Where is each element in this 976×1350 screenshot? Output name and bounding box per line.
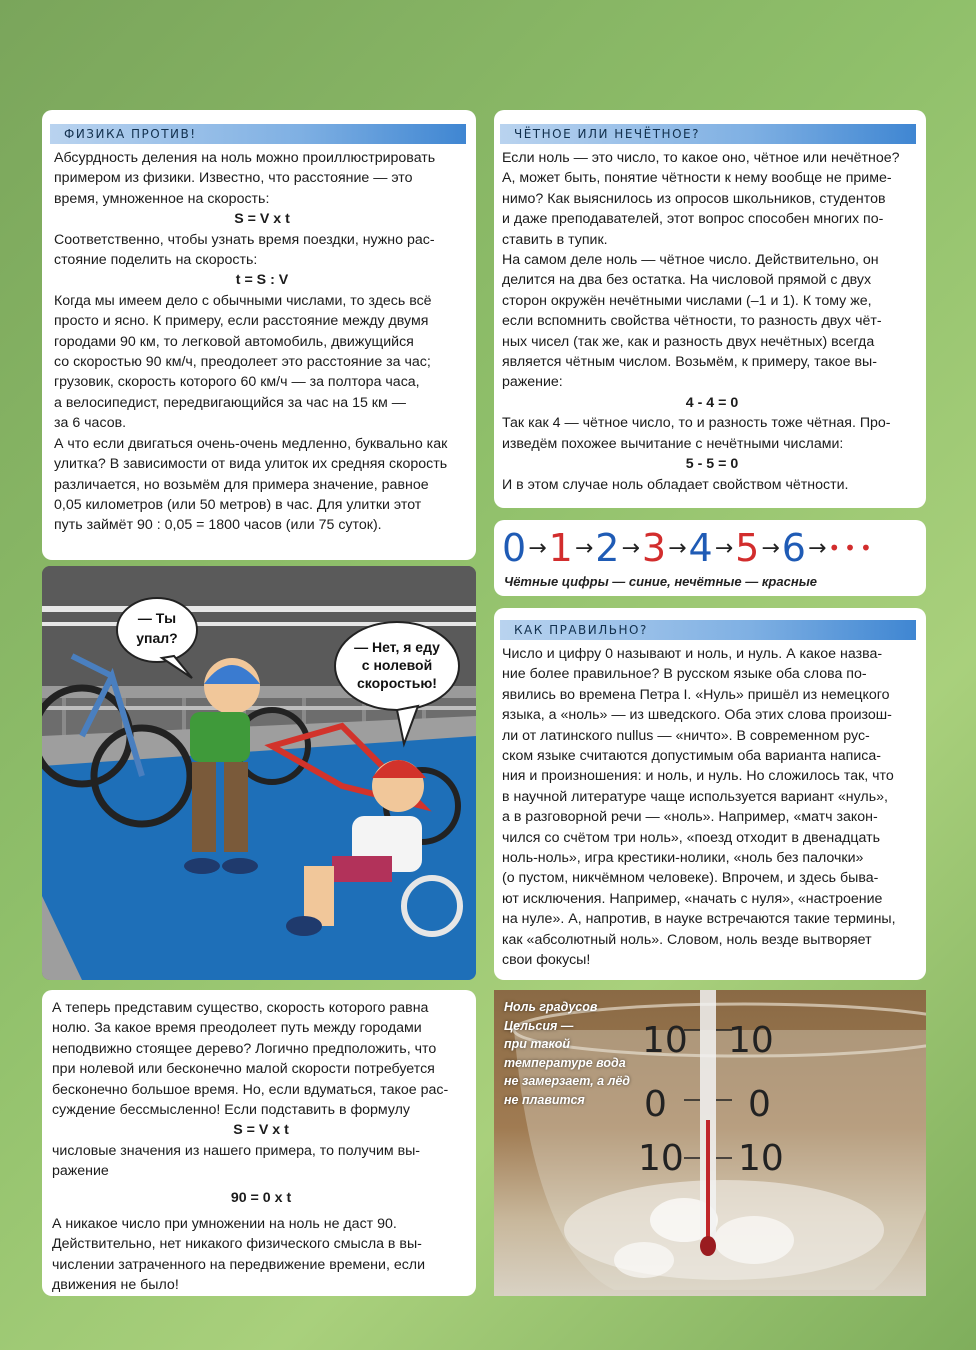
text-line: улитка? В зависимости от вида улиток их средняя скорость bbox=[54, 456, 448, 473]
bubble2-line: — Нет, я еду bbox=[354, 639, 440, 655]
text-line: если вспомнить свойства чётности, то разность двух чёт- bbox=[502, 313, 882, 330]
text-line: А что если двигаться очень-очень медленно, буквально как bbox=[54, 435, 448, 452]
text-line: ния и произношения: и ноль, и нуль. Но сложилось так, что bbox=[502, 768, 894, 785]
number-line-card bbox=[494, 520, 926, 596]
text-line: грузовик, скорость которого 60 км/ч — за полтора часа, bbox=[54, 374, 420, 391]
text-line: за 6 часов. bbox=[54, 415, 127, 432]
formula-distance: S = V x t bbox=[234, 211, 290, 228]
caption-line: не плавится bbox=[504, 1092, 585, 1107]
ellipsis-dots: ••• bbox=[828, 536, 876, 560]
text-line: свои фокусы! bbox=[502, 952, 591, 969]
even-odd-section-title: ЧЁТНОЕ ИЛИ НЕЧЁТНОЕ? bbox=[500, 124, 916, 144]
text-line: как «абсолютный ноль». Словом, ноль везде вытворяет bbox=[502, 931, 872, 948]
text-line: 0,05 километров (или 50 метров) в час. Для улитки этот bbox=[54, 496, 422, 513]
digit-1: 1 bbox=[548, 526, 573, 570]
text-line: в научной литературе чаще используется вариант «нуль», bbox=[502, 788, 888, 805]
digit-0: 0 bbox=[502, 526, 527, 570]
text-line: Число и цифру 0 называют и ноль, и нуль. А какое назва- bbox=[502, 646, 883, 662]
text-line: А, может быть, понятие чётности к нему вообще не приме- bbox=[502, 170, 892, 187]
text-line: при нолевой или бесконечно малой скорости потребуется bbox=[52, 1061, 435, 1078]
text-line: и даже преподавателей, этот вопрос способен многих по- bbox=[502, 211, 884, 228]
text-line: (о пустом, никчёмном человеке). Впрочем, и здесь быва- bbox=[502, 870, 879, 887]
text-line: Когда мы имеем дело с обычными числами, то здесь всё bbox=[54, 292, 432, 309]
even-odd-text bbox=[502, 148, 922, 495]
text-line: Так как 4 — чётное число, то и разность тоже чётная. Про- bbox=[502, 415, 891, 432]
digit-6: 6 bbox=[781, 526, 806, 570]
comic-scene bbox=[42, 566, 476, 980]
text-line: ставить в тупик. bbox=[502, 231, 608, 248]
text-line: суждение бессмысленно! Если подставить в формулу bbox=[52, 1102, 410, 1119]
digit-3: 3 bbox=[641, 526, 667, 570]
text-line: Действительно, нет никакого физического смысла в вы- bbox=[52, 1236, 422, 1253]
naming-card bbox=[494, 608, 926, 980]
formula-even: 4 - 4 = 0 bbox=[685, 394, 739, 411]
text-line: языка, а «ноль» — из шведского. Оба этих слова произош- bbox=[502, 707, 892, 724]
text-line: изведём похожее вычитание с нечётными числами: bbox=[502, 435, 844, 452]
scale-label-bottom-right: 10 bbox=[738, 1138, 784, 1179]
text-line: на нуле». А, напротив, в науке встречаются такие термины, bbox=[502, 911, 896, 928]
arrow-icon: → bbox=[714, 535, 734, 561]
text-line: нолю. За какое время преодолеет путь между городами bbox=[52, 1020, 422, 1037]
formula-odd: 5 - 5 = 0 bbox=[685, 456, 739, 473]
text-line: ноль-ноль», игра крестики-нолики, «ноль без палочки» bbox=[502, 850, 864, 867]
text-line: Абсурдность деления на ноль можно проиллюстрировать bbox=[54, 150, 436, 166]
text-line: А никакое число при умножении на ноль не даст 90. bbox=[52, 1216, 397, 1233]
text-line: движения не было! bbox=[52, 1277, 179, 1294]
scale-label-top-left: 10 bbox=[642, 1020, 688, 1061]
text-line: городами 90 км, то легковой автомобиль, движущийся bbox=[54, 333, 414, 350]
physics-card bbox=[42, 110, 476, 560]
digit-2: 2 bbox=[595, 526, 620, 570]
text-line: время, умноженное на скорость: bbox=[54, 190, 270, 207]
arrow-icon: → bbox=[668, 535, 687, 561]
scale-label-bottom-left: 10 bbox=[638, 1138, 684, 1179]
text-line: ние более правильное? В русском языке оба слова по- bbox=[502, 666, 867, 683]
text-line: А теперь представим существо, скорость которого равна bbox=[52, 1000, 429, 1016]
text-line: со скоростью 90 км/ч, преодолеет это расстояние за час; bbox=[54, 354, 431, 371]
text-line: ражение bbox=[52, 1163, 109, 1180]
text-line: ных чисел (так же, как и разность двух нечётных) всегда bbox=[502, 333, 875, 350]
scale-label-zero-right: 0 bbox=[748, 1084, 771, 1125]
number-line bbox=[502, 528, 876, 568]
caption-line: не замерзает, а лёд bbox=[504, 1074, 631, 1088]
physics-section-title: ФИЗИКА ПРОТИВ! bbox=[50, 124, 466, 144]
text-line: На самом деле ноль — чётное число. Действительно, он bbox=[502, 252, 879, 269]
arrow-icon: → bbox=[574, 535, 594, 561]
arrow-icon: → bbox=[761, 535, 780, 561]
zero-speed-text bbox=[52, 998, 470, 1296]
naming-text bbox=[502, 644, 922, 971]
text-line: примером из физики. Известно, что расстояние — это bbox=[54, 170, 413, 187]
text-line: ском языке считаются допустимым оба варианта написа- bbox=[502, 748, 881, 765]
naming-section-title: КАК ПРАВИЛЬНО? bbox=[500, 620, 916, 640]
arrow-icon: → bbox=[621, 535, 640, 561]
arrow-icon: → bbox=[807, 535, 827, 561]
text-line: просто и ясно. К примеру, если расстояние между двумя bbox=[54, 313, 429, 330]
caption-line: при такой bbox=[504, 1037, 571, 1051]
text-line: ражение: bbox=[502, 374, 563, 391]
text-line: а в разговорной речи — «ноль». Например, «матч закон- bbox=[502, 809, 878, 826]
bubble2-line: с нолевой bbox=[361, 657, 433, 673]
digit-5: 5 bbox=[735, 526, 760, 570]
text-line: И в этом случае ноль обладает свойством чётности. bbox=[502, 476, 849, 493]
text-line: является чётным числом. Возьмём, к примеру, такое вы- bbox=[502, 354, 877, 371]
text-line: делится на два без остатка. На числовой прямой с двух bbox=[502, 272, 872, 289]
text-line: числении затраченного на передвижение времени, если bbox=[52, 1256, 426, 1273]
photo-caption bbox=[504, 998, 630, 1109]
even-odd-card bbox=[494, 110, 926, 508]
physics-text bbox=[54, 148, 470, 536]
text-line: различается, но возьмём для примера значение, равное bbox=[54, 476, 429, 493]
formula-time: t = S : V bbox=[235, 272, 289, 289]
formula-zero: 90 = 0 x t bbox=[230, 1189, 292, 1206]
text-line: нимо? Как выяснилось из опросов школьников, студентов bbox=[502, 190, 886, 207]
text-line: Соответственно, чтобы узнать время поездки, нужно рас- bbox=[54, 231, 435, 248]
scale-label-zero-left: 0 bbox=[644, 1084, 667, 1125]
thermometer-photo bbox=[494, 990, 926, 1296]
text-line: ли от латинского nullus — «ничто». В современном рус- bbox=[502, 727, 870, 744]
zero-speed-card bbox=[42, 990, 476, 1296]
bubble1-line: — Ты bbox=[137, 610, 177, 626]
bubble1-line: упал? bbox=[136, 630, 178, 646]
bubble2-line: скоростью! bbox=[357, 675, 437, 691]
text-line: сторон окружён нечётными числами (–1 и 1). К тому же, bbox=[502, 292, 872, 309]
arrow-icon: → bbox=[528, 535, 547, 561]
text-line: стояние поделить на скорость: bbox=[54, 252, 258, 269]
number-line-caption: Чётные цифры — синие, нечётные — красные bbox=[504, 574, 818, 589]
text-line: Если ноль — это число, то какое оно, чётное или нечётное? bbox=[502, 150, 900, 166]
text-line: бесконечно большое время. Но, если вдуматься, такое рас- bbox=[52, 1081, 449, 1098]
caption-line: Цельсия — bbox=[504, 1018, 574, 1033]
text-line: неподвижно стоящее дерево? Логично предположить, что bbox=[52, 1040, 437, 1057]
text-line: а велосипедист, передвигающийся за час на 15 км — bbox=[54, 394, 406, 411]
formula-distance-repeat: S = V x t bbox=[233, 1122, 289, 1139]
caption-line: температуре вода bbox=[504, 1055, 626, 1070]
comic-illustration bbox=[42, 566, 476, 980]
scale-label-top-right: 10 bbox=[728, 1020, 774, 1061]
text-line: явились во времена Петра I. «Нуль» пришёл из немецкого bbox=[502, 686, 890, 703]
digit-4: 4 bbox=[688, 526, 713, 570]
caption-line: Ноль градусов bbox=[504, 1000, 598, 1014]
text-line: ют исключения. Например, «начать с нуля», «настроение bbox=[502, 890, 883, 907]
text-line: чился со счётом три ноль», «поезд отходит в двенадцать bbox=[502, 829, 880, 846]
text-line: числовые значения из нашего примера, то получим вы- bbox=[52, 1142, 421, 1159]
text-line: путь займёт 90 : 0,05 = 1800 часов (или 75 суток). bbox=[54, 517, 382, 534]
